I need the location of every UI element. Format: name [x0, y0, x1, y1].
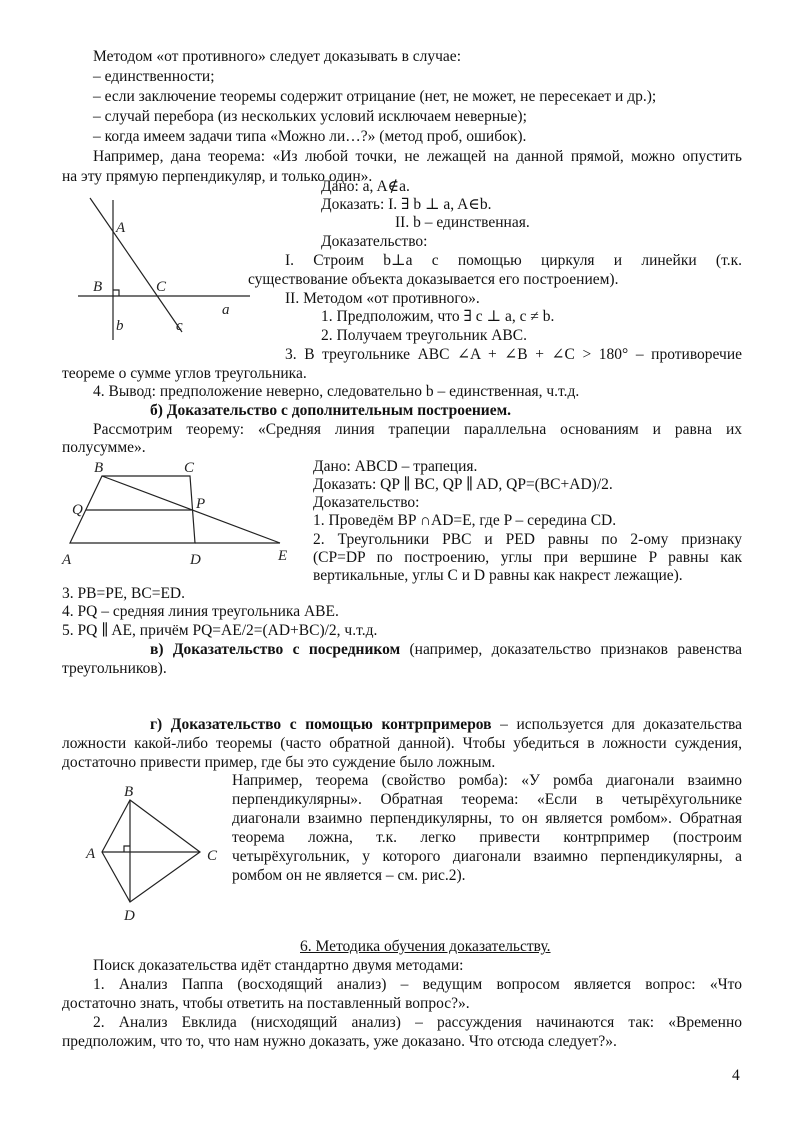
label-c: c — [176, 318, 183, 334]
proof-step: I. Строим b⊥a с помощью циркуля и линейки (т.к. — [285, 252, 742, 269]
label-D: D — [124, 908, 135, 924]
intro-text: Методом «от противного» следует доказывать в случае: — [93, 48, 461, 65]
section-text: достаточно знать, чтобы ответить на поставленный вопрос?». — [62, 995, 470, 1012]
section-g-line — [150, 715, 742, 735]
proof-step: 4. PQ – средняя линия треугольника ABE. — [62, 603, 339, 620]
proof-step: вертикальные, углы C и D равны как накрест лежащие). — [313, 567, 683, 584]
section-text: перпендикулярны». Обратная теорема: «Если в четырёхугольнике — [232, 791, 742, 808]
section-heading: б) Доказательство с дополнительным построением. — [150, 402, 512, 419]
page-number: 4 — [732, 1067, 740, 1084]
section-text: Например, теорема (свойство ромба): «У ромба диагонали взаимно — [232, 772, 742, 789]
section-heading: 6. Методика обучения доказательству. — [300, 938, 551, 955]
label-C: C — [207, 848, 218, 864]
section-v-line — [150, 640, 742, 660]
proof-step: 2. Треугольники PBC и PED равны по 2-ому признаку — [313, 531, 742, 548]
section-text: достаточно привести пример, где бы это суждение было ложным. — [62, 754, 496, 771]
label-P: P — [196, 496, 206, 512]
label-Q: Q — [72, 502, 83, 518]
proof-label: Доказательство: — [313, 494, 420, 511]
right-angle-mark — [124, 846, 130, 852]
proof-step: II. Методом «от противного». — [285, 290, 480, 307]
label-D: D — [190, 552, 201, 568]
label-A: A — [62, 552, 72, 568]
label-A: A — [86, 846, 96, 862]
proof-step: 2. Получаем треугольник ABC. — [321, 327, 527, 344]
section-text: четырёхугольник, у которого диагонали взаимно перпендикулярны, а — [232, 848, 742, 865]
bullet-item: – единственности; — [93, 68, 215, 85]
conclusion: 4. Вывод: предположение неверно, следовательно b – единственная, ч.т.д. — [93, 383, 580, 400]
proof-step: 3. PB=PE, BC=ED. — [62, 585, 185, 602]
line-c — [90, 198, 182, 332]
bullet-item: – когда имеем задачи типа «Можно ли…?» (метод проб, ошибок). — [93, 128, 527, 145]
prove-line: Доказать: QP ∥ BC, QP ∥ AD, QP=(BC+AD)/2. — [313, 476, 613, 493]
label-b: b — [116, 318, 124, 334]
section-text: Поиск доказательства идёт стандартно двумя методами: — [93, 957, 464, 974]
proof-step: 1. Проведём BP ∩AD=E, где P – середина CD. — [313, 512, 617, 529]
section-text: диагонали взаимно перпендикулярны, то он является ромбом». Обратная — [232, 810, 742, 827]
example-text: Например, дана теорема: «Из любой точки, не лежащей на данной прямой, можно опустить — [93, 148, 742, 165]
theorem-text: полусумме». — [62, 439, 146, 456]
quadrilateral — [102, 800, 200, 902]
proof-step: 1. Предположим, что ∃ c ⊥ a, c ≠ b. — [321, 308, 555, 325]
section-heading: г) Доказательство с помощью контрпримеров — [150, 716, 492, 733]
section-text: предположим, что то, что нам нужно доказать, уже доказано. Что отсюда следует?». — [62, 1033, 617, 1050]
section-text: – используется для доказательства — [500, 716, 742, 733]
perpendicular-figure — [60, 190, 260, 350]
section-text: (например, доказательство признаков равенства — [409, 641, 743, 658]
section-text: теорема ложна, т.к. легко привести контрпример (построим — [232, 829, 742, 846]
prove-line: II. b – единственная. — [395, 214, 530, 231]
given-line: Дано: a, A∉a. — [321, 178, 410, 195]
proof-step: (CP=DP по построению, углы при вершине P равны как — [313, 549, 742, 566]
label-E: E — [278, 548, 288, 564]
bullet-item: – если заключение теоремы содержит отрицание (нет, не может, не пересекает и др.); — [93, 88, 657, 105]
given-line: Дано: ABCD – трапеция. — [313, 458, 478, 475]
label-B: B — [93, 279, 103, 295]
label-C: C — [184, 460, 195, 476]
label-A: A — [116, 220, 126, 236]
section-text: ромбом он не является – см. рис.2). — [232, 867, 466, 884]
section-heading: в) Доказательство с посредником — [150, 641, 401, 658]
right-angle-mark — [113, 290, 119, 296]
example-text: на эту прямую перпендикуляр, и только один». — [62, 168, 373, 185]
bullet-item: – случай перебора (из нескольких условий исключаем неверные); — [93, 108, 527, 125]
label-C: C — [156, 279, 167, 295]
section-text: ложности какой-либо теоремы (часто обратной данной). Чтобы убедиться в ложности суждения, — [62, 735, 742, 752]
prove-line: Доказать: I. ∃ b ⊥ a, A∈b. — [321, 196, 492, 213]
proof-step: 5. PQ ∥ AE, причём PQ=AE/2=(AD+BC)/2, ч.т.д. — [62, 622, 378, 639]
label-B: B — [124, 784, 134, 800]
proof-label: Доказательство: — [321, 233, 428, 250]
proof-step: теореме о сумме углов треугольника. — [62, 365, 307, 382]
label-B: B — [94, 460, 104, 476]
label-a: a — [222, 302, 230, 318]
kite-figure — [80, 780, 230, 930]
section-text: 2. Анализ Евклида (нисходящий анализ) – рассуждения начинаются так: «Временно — [93, 1014, 742, 1031]
theorem-text: Рассмотрим теорему: «Средняя линия трапеции параллельна основаниям и равна их — [93, 421, 742, 438]
section-text: 1. Анализ Паппа (восходящий анализ) – ведущим вопросом является вопрос: «Что — [93, 976, 742, 993]
proof-step: 3. В треугольнике ABC ∠A + ∠B + ∠C > 180° – противоречие — [285, 346, 742, 363]
proof-step: существование объекта доказывается его построением). — [248, 271, 619, 288]
section-text: треугольников). — [62, 660, 167, 677]
trapezoid-figure — [60, 458, 300, 573]
